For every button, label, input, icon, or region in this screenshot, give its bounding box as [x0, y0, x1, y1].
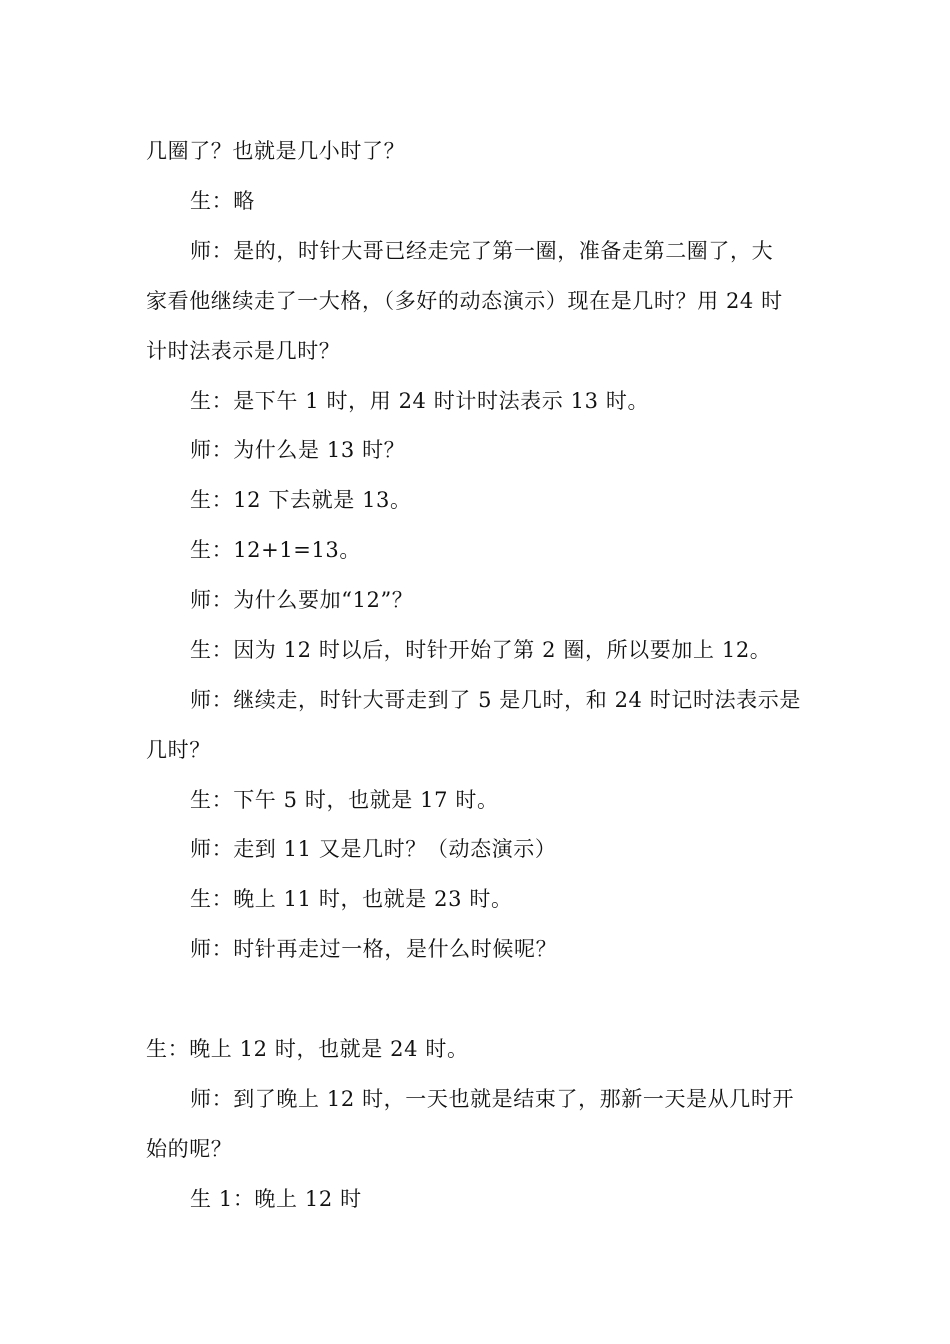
- text-line: 生：是下午 1 时，用 24 时计时法表示 13 时。: [190, 389, 650, 413]
- text-line: 生：12 下去就是 13。: [190, 488, 412, 512]
- text-line: 生：晚上 11 时，也就是 23 时。: [190, 887, 513, 911]
- text-line: 师：到了晚上 12 时，一天也就是结束了，那新一天是从几时开: [190, 1087, 795, 1111]
- text-line: 师：为什么要加“12”？: [190, 588, 414, 612]
- text-line: 生：因为 12 时以后，时针开始了第 2 圈，所以要加上 12。: [190, 638, 772, 662]
- text-line: 生：12+1=13。: [190, 538, 361, 562]
- text-line: 师：是的，时针大哥已经走完了第一圈，准备走第二圈了，大: [190, 239, 774, 263]
- text-line: 师：为什么是 13 时？: [190, 438, 406, 462]
- text-line: 生：晚上 12 时，也就是 24 时。: [146, 1037, 469, 1061]
- text-line: 师：继续走，时针大哥走到了 5 是几时，和 24 时记时法表示是: [190, 688, 801, 712]
- text-line: 生：略: [190, 189, 255, 213]
- text-line: 几时？: [146, 738, 211, 762]
- text-line: 计时法表示是几时？: [146, 339, 341, 363]
- text-line: 生：下午 5 时，也就是 17 时。: [190, 788, 499, 812]
- text-line: 家看他继续走了一大格，（多好的动态演示）现在是几时？用 24 时: [146, 289, 783, 313]
- text-line: 师：时针再走过一格，是什么时候呢？: [190, 937, 558, 961]
- text-line: 师：走到 11 又是几时？（动态演示）: [190, 837, 557, 861]
- text-line: 几圈了？也就是几小时了？: [146, 139, 406, 163]
- text-line: 生 1：晚上 12 时: [190, 1187, 362, 1211]
- text-line: 始的呢？: [146, 1137, 233, 1161]
